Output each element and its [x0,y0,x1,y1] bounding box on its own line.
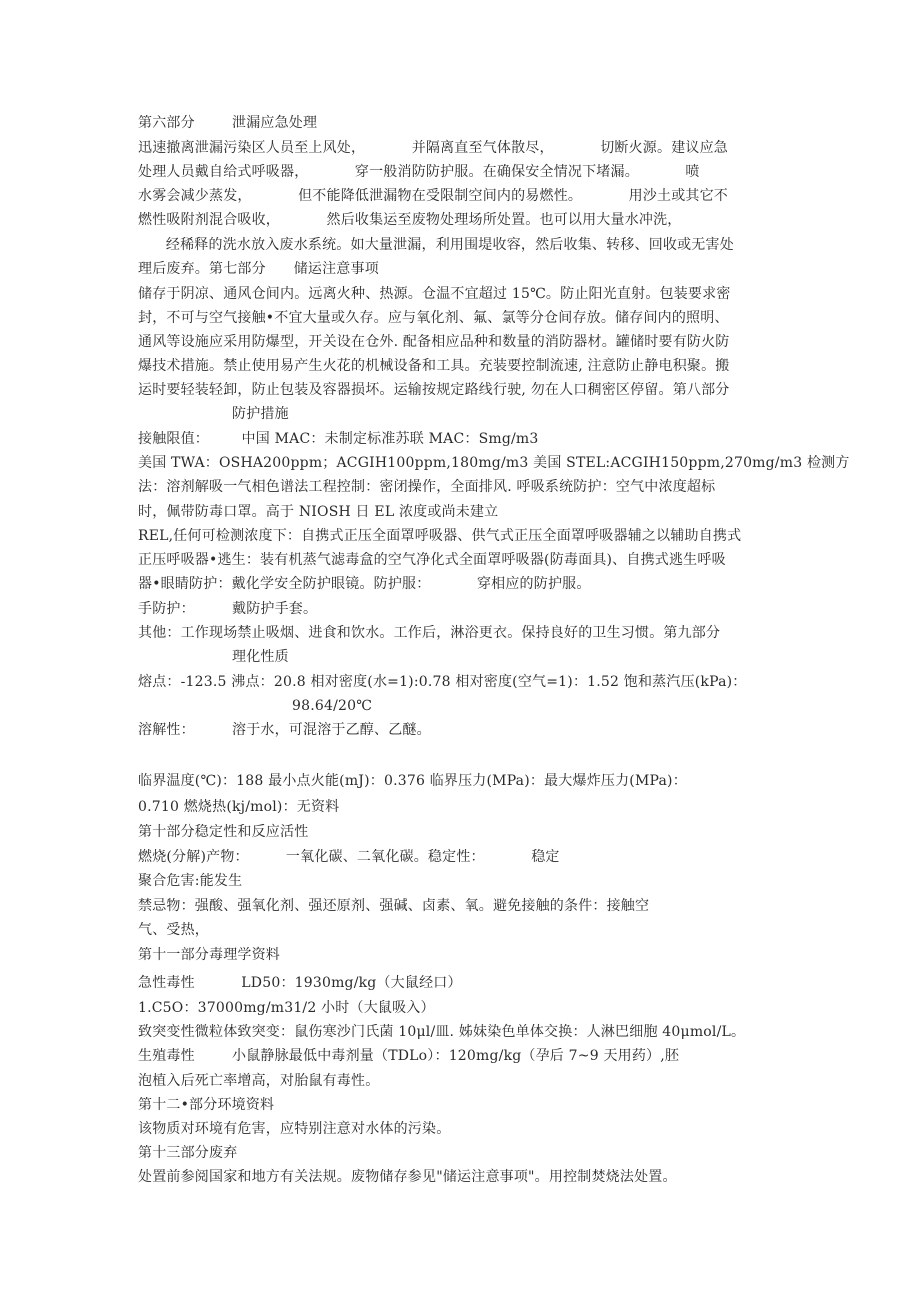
text-line: 禁忌物：强酸、强氧化剂、强还原剂、强碱、卤素、氧。避免接触的条件：接触空 [138,898,650,914]
text-line: 经稀释的洗水放入废水系统。如大量泄漏，利用围堤收容，然后收集、转移、回收或无害处 [138,237,734,253]
text-line: 聚合危害:能发生 [138,873,243,889]
text-line: 溶解性： 溶于水，可混溶于乙醇、乙醚。 [138,722,431,738]
text-line: 泡植入后死亡率增高，对胎鼠有毒性。 [138,1073,380,1089]
text-line: 临界温度(℃)：188 最小点火能(mJ)：0.376 临界压力(MPa)：最大爆炸压力(MPa)： [138,773,687,789]
text-line: 燃性吸附剂混合吸收， 然后收集运至废物处理场所处置。也可以用大量水冲洗， [138,212,682,228]
section-6-heading: 第六部分 泄漏应急处理 [138,115,318,131]
section-8-heading: 防护措施 [232,406,289,422]
text-line: REL,任何可检测浓度下：自携式正压全面罩呼吸器、供气式正压全面罩呼吸器辅之以辅助自携式 [138,528,742,544]
text-line: 器•眼睛防护：戴化学安全防护眼镜。防护服： 穿相应的防护服。 [138,576,591,592]
text-line: 生殖毒性 小鼠静脉最低中毒剂量（TDLo）：120mg/kg（孕后 7~9 天用药）,胚 [138,1048,680,1064]
text-line: 熔点：-123.5 沸点：20.8 相对密度(水=1):0.78 相对密度(空气=1)：1.52 饱和蒸汽压(kPa)： [138,674,747,690]
text-line: 急性毒性 LD50：1930mg/kg（大鼠经口） [138,975,462,991]
text-line: 该物质对环境有危害，应特别注意对水体的污染。 [138,1121,451,1137]
text-line: 正压呼吸器•逃生：装有机蒸气滤毒盒的空气净化式全面罩呼吸器(防毒面具)、自携式逃生呼吸 [138,552,726,568]
text-line: 0.710 燃烧热(kj/mol)：无资料 [138,799,340,815]
text-line: 致突变性微粒体致突变：鼠伤寒沙门氏菌 10μl/皿. 姊妹染色单体交换：人淋巴细胞 40μmol/L。 [138,1024,746,1040]
section-11-heading: 第十一部分毒理学资料 [138,947,280,963]
section-9-heading: 理化性质 [232,649,289,665]
text-line: 通风等设施应采用防爆型，开关设在仓外. 配备相应品种和数量的消防器材。罐储时要有防火防 [138,334,730,350]
text-line: 法：溶剂解吸一气相色谱法工程控制：密闭操作，全面排风. 呼吸系统防护：空气中浓度超标 [138,479,716,495]
text-line: 储存于阴凉、通风仓间内。远离火种、热源。仓温不宜超过 15℃。防止阳光直射。包装要求密 [138,286,731,302]
text-line: 处置前参阅国家和地方有关法规。废物储存参见"储运注意事项"。用控制焚烧法处置。 [138,1169,677,1185]
section-10-heading: 第十部分稳定性和反应活性 [138,824,309,840]
text-line: 水雾会减少蒸发， 但不能降低泄漏物在受限制空间内的易燃性。 用沙土或其它不 [138,188,729,204]
text-line: 燃烧(分解)产物： 一氧化碳、二氧化碳。稳定性： 稳定 [138,849,560,865]
text-line: 98.64/20℃ [292,698,373,714]
text-line: 气、受热， [138,922,209,938]
text-line: 接触限值： 中国 MAC：未制定标准苏联 MAC：Smg/m3 [138,431,539,447]
text-line: 1.C5O：37000mg/m31/2 小时（大鼠吸入） [138,1000,435,1016]
text-line: 封，不可与空气接触•不宜大量或久存。应与氧化剂、氟、氯等分仓间存放。储存间内的照明、 [138,310,729,326]
text-line: 爆技术措施。禁止使用易产生火花的机械设备和工具。充装要控制流速, 注意防止静电积聚。搬 [138,358,730,374]
text-line: 运时要轻装轻卸，防止包装及容器损坏。运输按规定路线行驶, 勿在人口稠密区停留。第八部分 [138,382,730,398]
text-line: 处理人员戴自给式呼吸器， 穿一般消防防护服。在确保安全情况下堵漏。 喷 [138,164,700,180]
text-line: 理后废弃。第七部分 储运注意事项 [138,261,379,277]
text-line: 其他：工作现场禁止吸烟、进食和饮水。工作后，淋浴更衣。保持良好的卫生习惯。第九部分 [138,625,721,641]
text-line: 迅速撤离泄漏污染区人员至上风处， 并隔离直至气体散尽， 切断火源。建议应急 [138,140,729,156]
section-13-heading: 第十三部分废弃 [138,1145,238,1161]
text-line: 时，佩带防毒口罩。高于 NIOSH 日 EL 浓度或尚未建立 [138,504,499,520]
text-line: 美国 TWA：OSHA200ppm；ACGIH100ppm,180mg/m3 美国 STEL:ACGIH150ppm,270mg/m3 检测方 [138,455,850,471]
text-line: 手防护： 戴防护手套。 [138,601,318,617]
section-12-heading: 第十二•部分环境资料 [138,1097,275,1113]
